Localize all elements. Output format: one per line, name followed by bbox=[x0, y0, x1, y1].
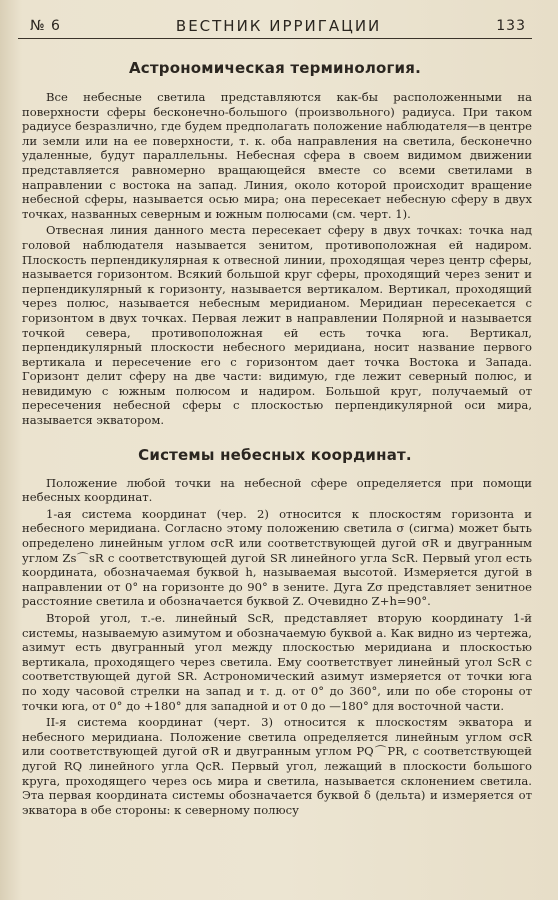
section-title-astronomical-terminology: Астрономическая терминология. bbox=[128, 59, 421, 77]
paragraph: Отвесная линия данного места пересекает сферу в двух точках: точка над головой наблюдателя называется зенитом, противоположная ей надиром. Плоскость перпендикулярная к отвесной линии, проходящая через центр сферы, называется горизонтом. Всякий большой круг сферы, проходящий через зенит и перпендикулярный к горизонту, называется вертикалом. Вертикал, проходящий через полюс, называется небесным меридианом. Меридиан пересекается с горизонтом в двух точках. Первая лежит в направлении Полярной и называется точкой севера, противоположная ей есть точка юга. Вертикал, перпендикулярный плоскости небесного меридиана, носит название первого вертикала и пересечение его с горизонтом дает точка Востока и Запада. Горизонт делит сферу на две части: видимую, где лежит северный полюс, и невидимую с южным полюсом и надиром. Большой круг, получаемый от пересечения небесной сферы с плоскостью перпендикулярной оси мира, называется экватором. bbox=[22, 223, 532, 428]
paragraph: 1-ая система координат (чер. 2) относится к плоскостям горизонта и небесного меридиана. Согласно этому положению светила σ (сигма) может быть определено линейным углом σcR или соответствующей дугой σR и двугранным углом Zs⌒sR с соответствующей дугой SR линейного угла ScR. Первый угол есть координата, обозначаемая буквой h, называемая высотой. Измеряется дугой в направлении от 0° на горизонте до 90° в зените. Дуга Zσ представляет зенитное расстояние светила и обозначается буквой Z. Очевидно Z+h=90°. bbox=[22, 506, 532, 609]
section-title-coordinate-systems: Системы небесных координат. bbox=[138, 445, 412, 464]
paragraph: Положение любой точки на небесной сфере определяется при помощи небесных координат. bbox=[22, 475, 532, 505]
paragraph: Все небесные светила представляются как-бы расположенными на поверхности сферы бесконечно-большого (произвольного) радиуса. При таком радиусе безразлично, где будем предполагать положение наблюдателя—в центре ли земли или на ее поверхности, т. к. оба направления на светила, бесконечно удаленные, будут параллельны. Небесная сфера в своем видимом движении представляется равномерно вращающейся вместе со всеми светилами в направлении с востока на запад. Линия, около которой происходит вращение небесной сферы, называется осью мира; она пересекает небесную сферу в двух точках, названных северным и южным полюсами (см. черт. 1). bbox=[22, 90, 532, 221]
issue-number: № 6 bbox=[30, 18, 61, 34]
section-astronomical-terminology bbox=[18, 90, 532, 428]
page-header bbox=[18, 14, 532, 39]
page-number: 133 bbox=[496, 18, 526, 34]
paragraph: Второй угол, т.-е. линейный ScR, представляет вторую координату 1-й системы, называемую азимутом и обозначаемую буквой a. Как видно из чертежа, азимут есть двугранный угол между плоскостью меридиана и плоскостью вертикала, проходящего через светила. Ему соответствует линейный угол ScR с соответствующей дугой SR. Астрономический азимут измеряется от точки юга по ходу часовой стрелки на запад и т. д. от 0° до 360°, или по обе стороны от точки юга, от 0° до +180° для западной и от 0 до —180° для восточной части. bbox=[22, 611, 532, 713]
journal-title: ВЕСТНИК ИРРИГАЦИИ bbox=[175, 17, 382, 35]
section-coordinate-systems bbox=[18, 476, 532, 818]
paragraph: II-я система координат (черт. 3) относится к плоскостям экватора и небесного меридиана. Положение светила определяется линейным углом σcR или соответствующей дугой σR и двугранным углом PQ⌒PR, с соответствующей дугой RQ линейного угла QcR. Первый угол, лежащий в плоскости большого круга, проходящего через ось мира и светила, называется склонением светила. Эта первая координата системы обозначается буквой δ (дельта) и измеряется от экватора в обе стороны: к северному полюсу bbox=[22, 715, 532, 817]
